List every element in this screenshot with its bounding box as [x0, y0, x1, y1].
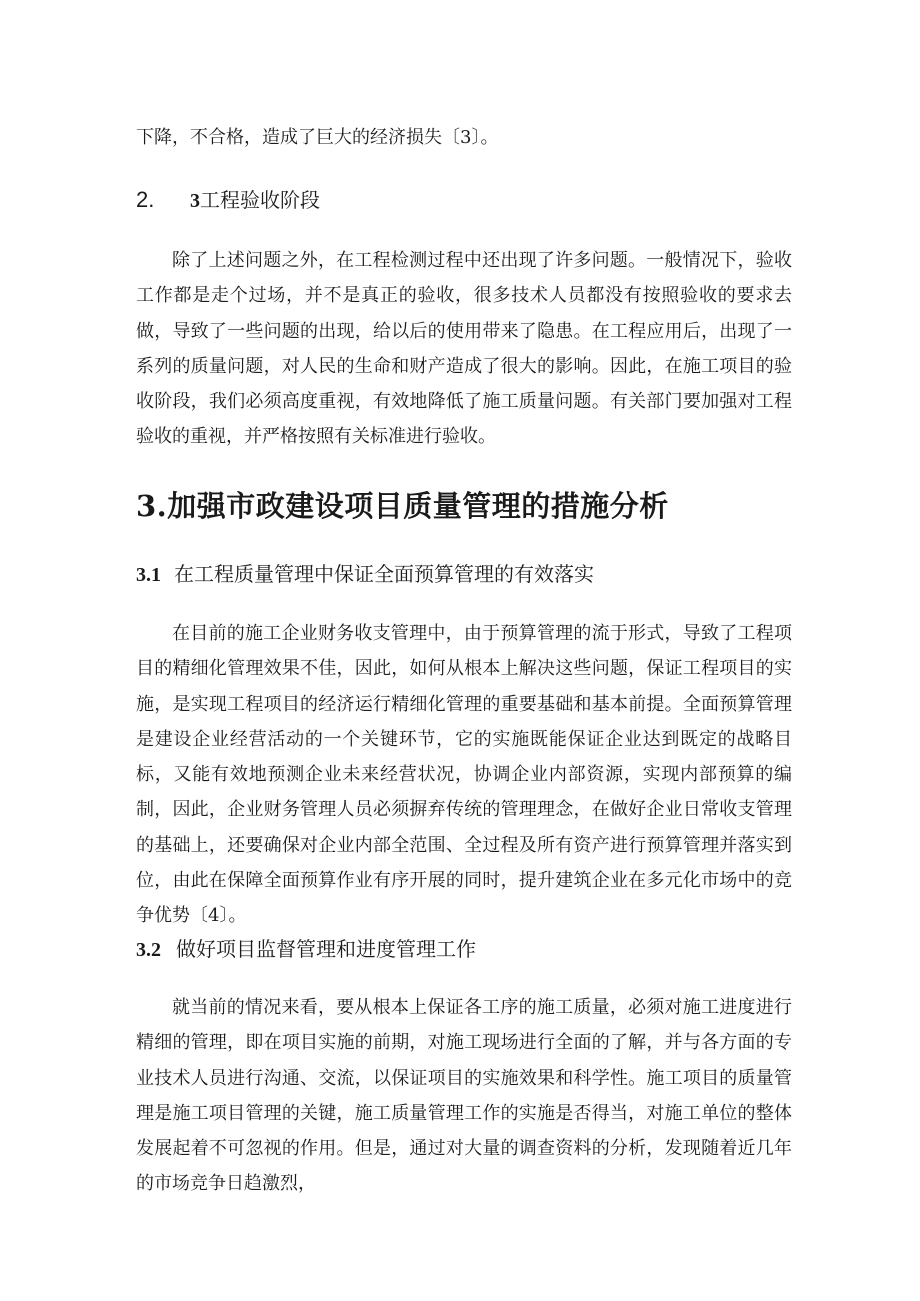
- section-heading-3: 3.加强市政建设项目质量管理的措施分析: [136, 489, 669, 523]
- heading-2-3-number: 3: [190, 190, 200, 212]
- heading-2-3-prefix: 2.: [136, 187, 155, 212]
- heading-3-1: [136, 558, 594, 587]
- heading-3-2-title: 做好项目监督管理和进度管理工作: [176, 937, 476, 961]
- heading-2-3-title: 工程验收阶段: [200, 188, 320, 212]
- heading-3-2-number: 3.2: [136, 939, 161, 961]
- heading-3-1-title: 在工程质量管理中保证全面预算管理的有效落实: [174, 562, 594, 586]
- heading-2-3: [136, 184, 320, 213]
- paragraph-2-3: 除了上述问题之外，在工程检测过程中还出现了许多问题。一般情况下，验收工作都是走个过场，并不是真正的验收，很多技术人员都没有按照验收的要求去做，导致了一些问题的出现，给以后的使用带来了隐患。在工程应用后，出现了一系列的质量问题，对人民的生命和财产造成了很大的影响。因此，在施工项目的验收阶段，我们必须高度重视，有效地降低了施工质量问题。有关部门要加强对工程验收的重视，并严格按照有关标准进行验收。: [136, 250, 792, 448]
- paragraph-top: 下降，不合格，造成了巨大的经济损失〔3〕。: [136, 127, 499, 148]
- paragraph-3-2: 就当前的情况来看，要从根本上保证各工序的施工质量，必须对施工进度进行精细的管理，即在项目实施的前期，对施工现场进行全面的了解，并与各方面的专业技术人员进行沟通、交流，以保证项目的实施效果和科学性。施工项目的质量管理是施工项目管理的关键，施工质量管理工作的实施是否得当，对施工单位的整体发展起着不可忽视的作用。但是，通过对大量的调查资料的分析，发现随着近几年的市场竞争日趋激烈，: [136, 997, 792, 1195]
- heading-3-1-number: 3.1: [136, 564, 161, 586]
- heading-3-2: [136, 933, 476, 962]
- paragraph-3-1: 在目前的施工企业财务收支管理中，由于预算管理的流于形式，导致了工程项目的精细化管理效果不佳，因此，如何从根本上解决这些问题，保证工程项目的实施，是实现工程项目的经济运行精细化管理的重要基础和基本前提。全面预算管理是建设企业经营活动的一个关键环节，它的实施既能保证企业达到既定的战略目标，又能有效地预测企业未来经营状况，协调企业内部资源，实现内部预算的编制，因此，企业财务管理人员必须摒弃传统的管理理念，在做好企业日常收支管理的基础上，还要确保对企业内部全范围、全过程及所有资产进行预算管理并落实到位，由此在保障全面预算作业有序开展的同时，提升建筑企业在多元化市场中的竞争优势〔4〕。: [136, 623, 792, 927]
